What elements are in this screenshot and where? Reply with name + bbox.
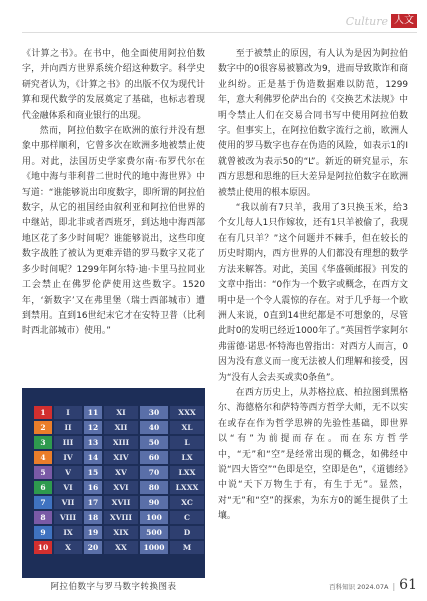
roman-numeral-cell: LX — [170, 451, 204, 464]
arabic-numeral-cell: 100 — [140, 511, 168, 524]
roman-numeral-cell: VI — [54, 481, 82, 494]
arabic-numeral-cell: 50 — [140, 436, 168, 449]
arabic-numeral-cell: 12 — [84, 421, 102, 434]
arabic-numeral-cell: 6 — [34, 481, 52, 494]
arabic-numeral-cell: 9 — [34, 526, 52, 539]
roman-numeral-cell: X — [54, 541, 82, 554]
arabic-numeral-cell: 18 — [84, 511, 102, 524]
right-column — [218, 47, 408, 525]
roman-numeral-cell: V — [54, 466, 82, 479]
roman-numeral-cell: I — [54, 406, 82, 419]
paragraph: 在西方历史上，从苏格拉底、柏拉图到黑格尔、海德格尔和萨特等西方哲学大师，无不以实在或存在作为哲学思辨的先验性基础，即世界以“有”为前提而存在。而在东方哲学中，“无”和“空”是经常出现的概念，如佛经中说“四大皆空”“色即是空，空即是色”，《道德经》中说“天下万物生于有，有生于无”。显然，对“无”和“空”的探索，为东方0的诞生提供了土壤。 — [218, 387, 408, 522]
roman-numeral-cell: XIX — [104, 526, 138, 539]
roman-numeral-cell: XIV — [104, 451, 138, 464]
arabic-numeral-cell: 1 — [34, 406, 52, 419]
roman-numeral-cell: C — [170, 511, 204, 524]
header-divider — [22, 32, 417, 33]
arabic-numeral-cell: 19 — [84, 526, 102, 539]
paragraph: 然而，阿拉伯数字在欧洲的旅行并没有想象中那样顺利，它曾多次在欧洲多地被禁止使用。对此，法国历史学家费尔南·布罗代尔在《地中海与菲利普二世时代的地中海世界》中写道：“谁能够说出印度数字，即所谓的阿拉伯数字，从它的祖国经由叙利亚和阿拉伯世界的中继站，即北非或者西班牙，到达地中海西部地区花了多少时间呢？谁能够说出，这些印度数字战胜了被认为更难弄错的罗马数字又花了多少时间呢？1299年阿尔特·迪·卡里马拉同业工会禁止在佛罗伦萨使用这些数字。1520年，‘新数字’又在弗里堡（瑞士西部城市）遭到禁用。直到16世纪末它才在安特卫普（比利时西北部城市）使用。” — [22, 126, 205, 337]
roman-numeral-cell: IX — [54, 526, 82, 539]
numeral-grid — [34, 406, 204, 554]
roman-numeral-cell: LXX — [170, 466, 204, 479]
roman-numeral-cell: XIII — [104, 436, 138, 449]
arabic-numeral-cell: 11 — [84, 406, 102, 419]
arabic-numeral-cell: 500 — [140, 526, 168, 539]
left-column — [22, 47, 205, 340]
arabic-numeral-cell: 80 — [140, 481, 168, 494]
arabic-numeral-cell: 10 — [34, 541, 52, 554]
arabic-numeral-cell: 1000 — [140, 541, 168, 554]
footer-separator: | — [392, 582, 396, 591]
arabic-numeral-cell: 13 — [84, 436, 102, 449]
arabic-numeral-cell: 70 — [140, 466, 168, 479]
arabic-numeral-cell: 5 — [34, 466, 52, 479]
roman-numeral-cell: IV — [54, 451, 82, 464]
arabic-numeral-cell: 90 — [140, 496, 168, 509]
roman-numeral-cell: M — [170, 541, 204, 554]
roman-numeral-cell: XL — [170, 421, 204, 434]
section-label-cn: 人文 — [391, 14, 417, 28]
arabic-numeral-cell: 14 — [84, 451, 102, 464]
roman-numeral-cell: XX — [104, 541, 138, 554]
roman-numeral-cell: VIII — [54, 511, 82, 524]
arabic-numeral-cell: 40 — [140, 421, 168, 434]
arabic-numeral-cell: 4 — [34, 451, 52, 464]
publication-info: 百科知识 2024.07A — [329, 583, 389, 591]
roman-numeral-cell: D — [170, 526, 204, 539]
arabic-numeral-cell: 17 — [84, 496, 102, 509]
numeral-conversion-table — [22, 388, 205, 578]
roman-numeral-cell: XII — [104, 421, 138, 434]
roman-numeral-cell: XI — [104, 406, 138, 419]
arabic-numeral-cell: 30 — [140, 406, 168, 419]
arabic-numeral-cell: 3 — [34, 436, 52, 449]
paragraph: “我以前有7只羊，我用了3只换玉米，给3个女儿每人1只作嫁妆，还有1只羊被偷了，我现在有几只羊？”这个问题并不棘手，但在较长的历史时期内，西方世界的人们都没有理想的数学方法来解答。对此，美国《华盛顿邮报》刊发的文章中指出：“0作为一个数字或概念，在西方文明中是一个令人震惊的存在。对于几乎每一个欧洲人来说，0直到14世纪都是不可想象的，尽管此时0的发明已经近1000年了。”英国哲学家阿尔弗雷德·诺思·怀特海也曾指出：对西方人而言，0因为没有意义而一度无法被人们理解和接受，因为“没有人会去买或卖0条鱼”。 — [218, 203, 408, 383]
arabic-numeral-cell: 16 — [84, 481, 102, 494]
roman-numeral-cell: XVI — [104, 481, 138, 494]
roman-numeral-cell: LXXX — [170, 481, 204, 494]
figure-caption: 阿拉伯数字与罗马数字转换图表 — [50, 582, 177, 592]
roman-numeral-cell: XC — [170, 496, 204, 509]
arabic-numeral-cell: 2 — [34, 421, 52, 434]
section-header — [346, 14, 417, 28]
paragraph: 《计算之书》。在书中，他全面使用阿拉伯数字，并向西方世界系统介绍这种数字。科学史研究者认为，《计算之书》的出版不仅为现代计算和现代数学的发展奠定了基础，也标志着现代金融体系和商业银行的出现。 — [22, 49, 205, 121]
roman-numeral-cell: XVII — [104, 496, 138, 509]
arabic-numeral-cell: 20 — [84, 541, 102, 554]
roman-numeral-cell: XV — [104, 466, 138, 479]
paragraph: 至于被禁止的原因，有人认为是因为阿拉伯数字中的0很容易被篡改为9，进而导致欺诈和商业纠纷。正是基于伪造数据难以防范，1299年，意大利佛罗伦萨出台的《交换艺术法规》中明令禁止人们在交易合同书写中使用阿拉伯数字。但事实上，在阿拉伯数字流行之前，欧洲人使用的罗马数字也存在伪造的风险，如表示1的I就曾被改为表示50的“L”。新近的研究显示，东西方思想和思维的巨大差异是阿拉伯数字在欧洲被禁止使用的根本原因。 — [218, 49, 408, 198]
page-number: 61 — [399, 577, 417, 593]
arabic-numeral-cell: 8 — [34, 511, 52, 524]
section-label-en: Culture — [345, 14, 388, 28]
roman-numeral-cell: III — [54, 436, 82, 449]
roman-numeral-cell: VII — [54, 496, 82, 509]
roman-numeral-cell: XXX — [170, 406, 204, 419]
roman-numeral-cell: II — [54, 421, 82, 434]
roman-numeral-cell: L — [170, 436, 204, 449]
arabic-numeral-cell: 15 — [84, 466, 102, 479]
roman-numeral-cell: XVIII — [104, 511, 138, 524]
arabic-numeral-cell: 60 — [140, 451, 168, 464]
page-footer — [329, 577, 417, 593]
arabic-numeral-cell: 7 — [34, 496, 52, 509]
